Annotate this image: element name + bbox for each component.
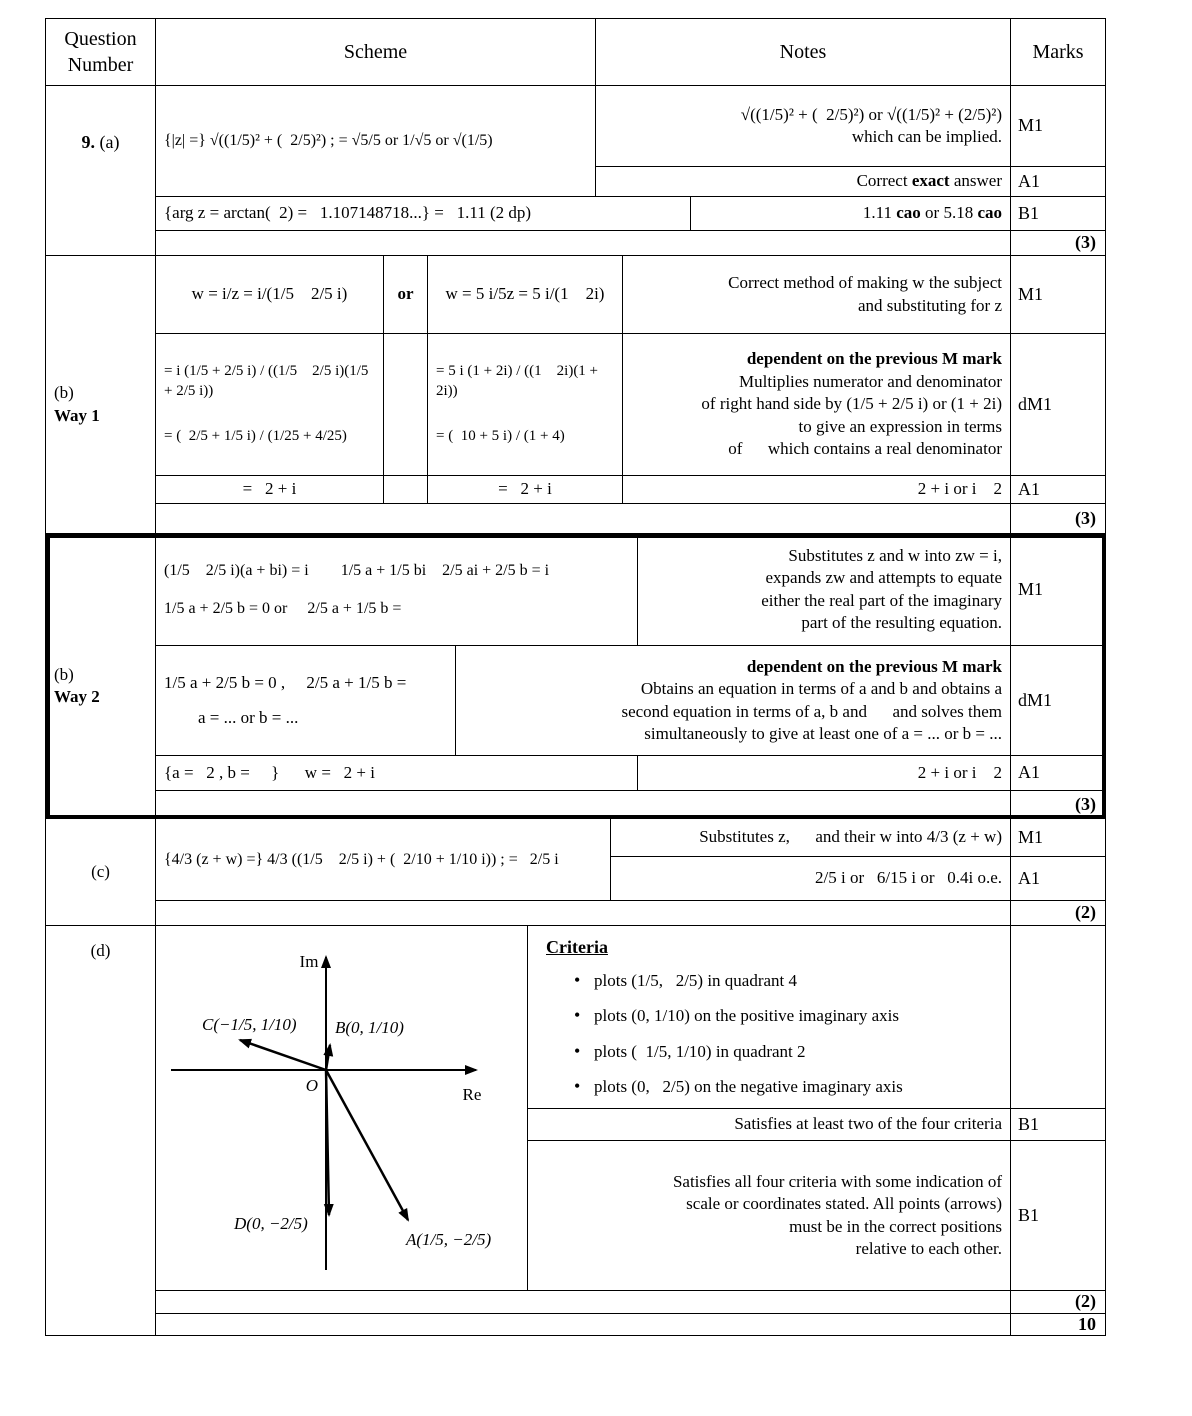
notes-way1-dm1 <box>623 334 1011 476</box>
mark-m1-9a: M1 <box>1011 86 1106 167</box>
notes-way2-dm1-body: Obtains an equation in terms of a and b and obtains a second equation in terms of a, b and and solves them simultaneously to give at least one of a = ... or b = ... <box>621 679 1002 743</box>
spacer-row-way1 <box>156 504 1011 534</box>
scheme-argz: {arg z = arctan( 2) = 1.107148718...} = 1.11 (2 dp) <box>156 197 691 231</box>
question-part-a: (a) <box>95 132 120 152</box>
scheme-way2-result: {a = 2 , b = } w = 2 + i <box>156 756 638 791</box>
scheme-way2-m1 <box>156 534 638 646</box>
notes-modulus-m1: √((1/5)² + ( 2/5)²) or √((1/5)² + (2/5)²) which can be implied. <box>596 86 1011 167</box>
mark-dm1-way2: dM1 <box>1011 646 1106 756</box>
scheme-way1-right-eq2: = ( 10 + 5 i) / (1 + 4) <box>436 428 565 445</box>
criteria-title: Criteria <box>546 937 608 957</box>
scheme-way2-simultaneous: 1/5 a + 2/5 b = 0 , 2/5 a + 1/5 b = <box>164 673 420 693</box>
grand-total: 10 <box>1011 1314 1106 1336</box>
subtotal-c: (2) <box>1011 901 1106 926</box>
header-scheme: Scheme <box>156 19 596 86</box>
mark-a1-way2: A1 <box>1011 756 1106 791</box>
notes-cao-part2: or 5.18 <box>920 203 978 223</box>
notes-d-b1-second: Satisfies all four criteria with some indication of scale or coordinates stated. All points (arrows) must be in the correct positions relative to each other. <box>528 1141 1011 1291</box>
scheme-way1-right-eq1: = 5 i (1 + 2i) / ((1 2i)(1 + 2i)) <box>436 362 599 399</box>
way2-label: Way 2 <box>54 687 100 706</box>
point-A-label: A(1/5, −2/5) <box>406 1229 492 1249</box>
notes-way1-a1: 2 + i or i 2 <box>623 476 1011 504</box>
way1-label: Way 1 <box>54 405 100 425</box>
mark-a1-9a: A1 <box>1011 167 1106 197</box>
marks-criteria-spacer <box>1011 926 1106 1109</box>
subtotal-way1: (3) <box>1011 504 1106 534</box>
scheme-way1-result-left: = 2 + i <box>156 476 384 504</box>
notes-way2-a1: 2 + i or i 2 <box>638 756 1011 791</box>
question-number-b-way2 <box>46 534 156 819</box>
notes-exact-part2: answer <box>949 171 1002 191</box>
criteria-bullet-3: • plots ( 1/5, 1/10) in quadrant 2 <box>572 1041 806 1063</box>
notes-exact-part1: Correct <box>856 171 912 191</box>
scheme-way2-dm1 <box>156 646 456 756</box>
notes-cao-bold2: cao <box>977 203 1002 223</box>
header-notes: Notes <box>596 19 1011 86</box>
notes-exact-bold: exact <box>911 171 950 191</box>
mark-m1-way1: M1 <box>1011 256 1106 334</box>
markscheme-table <box>45 18 1106 1336</box>
scheme-c: {4/3 (z + w) =} 4/3 ((1/5 2/5 i) + ( 2/10 + 1/10 i)) ; = 2/5 i <box>156 819 611 901</box>
vector-to-C <box>240 1040 326 1070</box>
mark-a1-c: A1 <box>1011 857 1106 901</box>
vector-to-A <box>326 1070 408 1220</box>
mark-b1-9a: B1 <box>1011 197 1106 231</box>
scheme-way1-result-right: = 2 + i <box>428 476 623 504</box>
mark-dm1-way1: dM1 <box>1011 334 1106 476</box>
notes-way1-dm1-heading: dependent on the previous M mark <box>746 349 1002 369</box>
criteria-bullet-1: • plots (1/5, 2/5) in quadrant 4 <box>572 970 797 992</box>
scheme-way1-w-right: w = 5 i/5z = 5 i/(1 2i) <box>428 256 623 334</box>
scheme-way1-left-eq2: = ( 2/5 + 1/5 i) / (1/25 + 4/25) <box>164 428 347 445</box>
question-number-9a <box>46 86 156 256</box>
spacer-or-col <box>384 334 428 476</box>
scheme-way2-equations: 1/5 a + 2/5 b = 0 or 2/5 a + 1/5 b = <box>164 599 414 617</box>
notes-cao-part1: 1.11 <box>854 203 897 223</box>
notes-way2-m1: Substitutes z and w into zw = i, expands zw and attempts to equate either the real part of the imaginary part of the resulting equation. <box>638 534 1011 646</box>
criteria-bullet-4: • plots (0, 2/5) on the negative imaginary axis <box>572 1076 903 1098</box>
mark-m1-c: M1 <box>1011 819 1106 857</box>
im-axis-label: Im <box>299 951 319 971</box>
spacer-row-way2 <box>156 791 1011 819</box>
spacer-row-d <box>156 1291 1011 1314</box>
point-C-label: C(−1/5, 1/10) <box>202 1014 297 1034</box>
notes-c-a1: 2/5 i or 6/15 i or 0.4i o.e. <box>611 857 1011 901</box>
notes-criteria <box>528 926 1011 1109</box>
scheme-way2-expand: (1/5 2/5 i)(a + bi) = i 1/5 a + 1/5 bi 2/5 ai + 2/5 b = i <box>164 562 550 580</box>
notes-way1-dm1-body: Multiplies numerator and denominator of right hand side by (1/5 + 2/5 i) or (1 + 2i) to give an expression in terms of which contains a real denominator <box>701 371 1002 459</box>
mark-b1a-d: B1 <box>1011 1109 1106 1141</box>
notes-d-b1-first: Satisfies at least two of the four criteria <box>528 1109 1011 1141</box>
question-number-b-way1 <box>46 256 156 534</box>
scheme-way1-w-left: w = i/z = i/(1/5 2/5 i) <box>156 256 384 334</box>
point-D-label: D(0, −2/5) <box>234 1213 308 1233</box>
notes-way1-m1: Correct method of making w the subject and substituting for z <box>623 256 1011 334</box>
spacer-row-9a <box>156 231 1011 256</box>
part-b-label-2: (b) <box>54 664 74 684</box>
subtotal-9a: (3) <box>1011 231 1106 256</box>
spacer-row-c <box>156 901 1011 926</box>
or-separator: or <box>384 256 428 334</box>
header-question-number: Question Number <box>46 19 156 86</box>
mark-b1b-d: B1 <box>1011 1141 1106 1291</box>
question-number-d: (d) <box>46 926 156 1336</box>
scheme-way1-multiply-right <box>428 334 623 476</box>
header-marks: Marks <box>1011 19 1106 86</box>
notes-way2-dm1 <box>456 646 1011 756</box>
notes-cao-bold1: cao <box>896 203 921 223</box>
question-number-c: (c) <box>46 819 156 926</box>
subtotal-d: (2) <box>1011 1291 1106 1314</box>
spacer-or-col2 <box>384 476 428 504</box>
scheme-way1-multiply-left <box>156 334 384 476</box>
mark-m1-way2: M1 <box>1011 534 1106 646</box>
criteria-bullet-2: • plots (0, 1/10) on the positive imaginary axis <box>572 1005 899 1027</box>
mark-a1-way1: A1 <box>1011 476 1106 504</box>
notes-argz-cao <box>691 197 1011 231</box>
scheme-way2-solve: a = ... or b = ... <box>198 707 299 727</box>
question-number-bold: 9. <box>81 132 95 152</box>
scheme-modulus: {|z| =} √((1/5)² + ( 2/5)²) ; = √5/5 or 1/√5 or √(1/5) <box>156 86 596 197</box>
point-B-label: B(0, 1/10) <box>335 1017 404 1037</box>
subtotal-way2: (3) <box>1011 791 1106 819</box>
part-b-label: (b) <box>54 383 74 403</box>
notes-way2-dm1-heading: dependent on the previous M mark <box>746 656 1002 676</box>
spacer-row-total <box>156 1314 1011 1336</box>
re-axis-label: Re <box>462 1084 482 1104</box>
scheme-way1-left-eq1: = i (1/5 + 2/5 i) / ((1/5 2/5 i)(1/5 + 2/5 i)) <box>164 362 369 399</box>
argand-diagram-svg <box>156 927 526 1290</box>
notes-c-m1: Substitutes z, and their w into 4/3 (z + w) <box>611 819 1011 857</box>
origin-label: O <box>305 1075 318 1095</box>
notes-exact-answer <box>596 167 1011 197</box>
argand-diagram <box>156 926 528 1291</box>
